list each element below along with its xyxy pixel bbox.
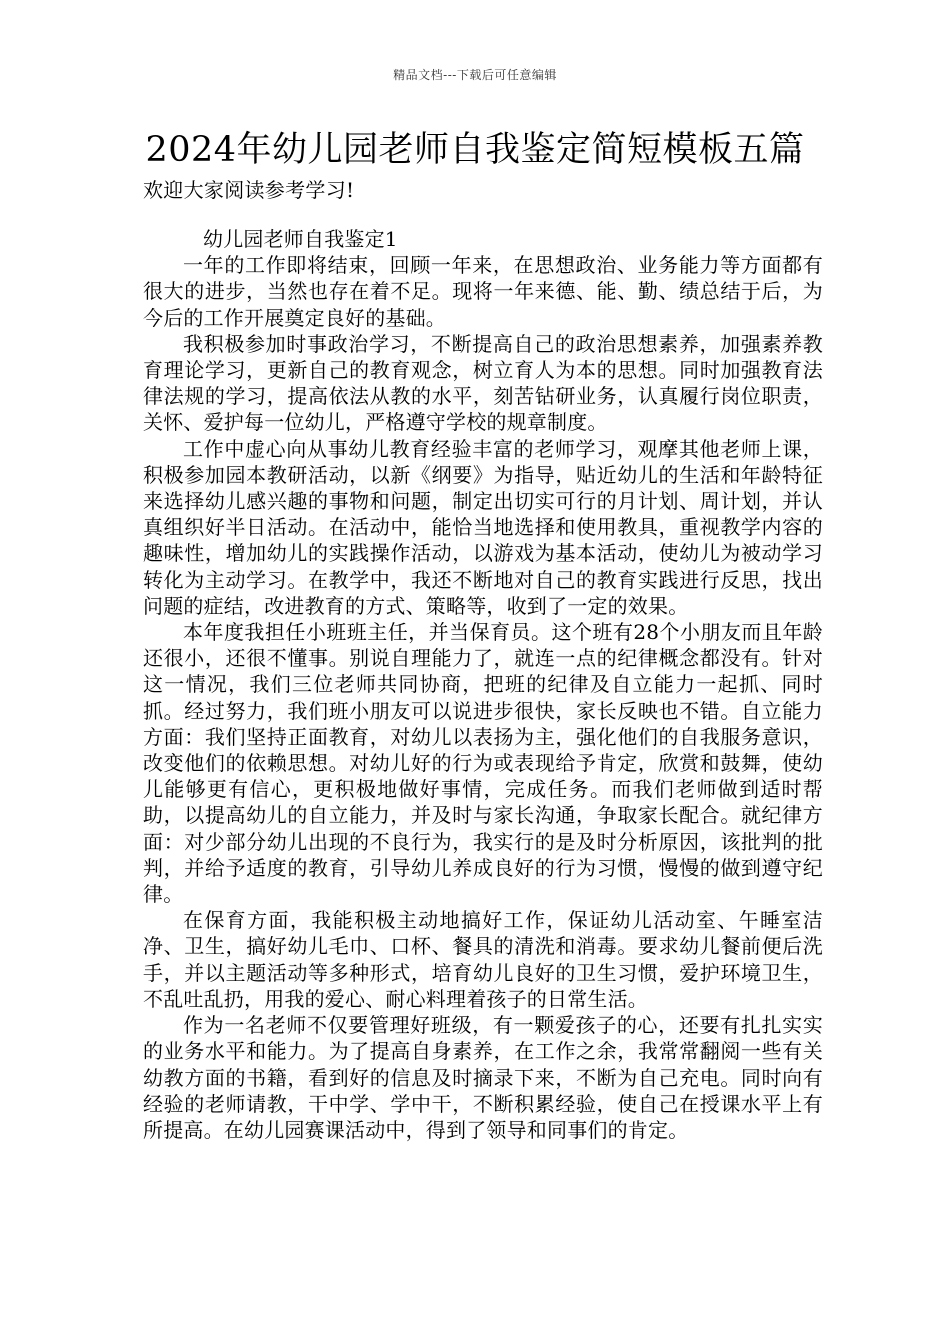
intro-text: 欢迎大家阅读参考学习! xyxy=(143,178,355,202)
page-title: 2024年幼儿园老师自我鉴定简短模板五篇 xyxy=(145,130,805,170)
body-paragraph: 我积极参加时事政治学习，不断提高自己的政治思想素养，加强素养教育理论学习，更新自己的教育观念，树立育人为本的思想。同时加强教育法律法规的学习，提高依法从教的水平，刻苦钻研业务，认真履行岗位职责，关怀、爱护每一位幼儿，严格遵守学校的规章制度。 xyxy=(143,331,823,435)
document-body xyxy=(143,226,823,1143)
body-paragraph: 本年度我担任小班班主任，并当保育员。这个班有28个小朋友而且年龄还很小，还很不懂事。别说自理能力了，就连一点的纪律概念都没有。针对这一情况，我们三位老师共同协商，把班的纪律及自立能力一起抓、同时抓。经过努力，我们班小朋友可以说进步很快，家长反映也不错。自立能力方面：我们坚持正面教育，对幼儿以表扬为主，强化他们的自我服务意识，改变他们的依赖思想。对幼儿好的行为或表现给予肯定，欣赏和鼓舞，使幼儿能够更有信心，更积极地做好事情，完成任务。而我们老师做到适时帮助，以提高幼儿的自立能力，并及时与家长沟通，争取家长配合。就纪律方面：对少部分幼儿出现的不良行为，我实行的是及时分析原因，该批判的批判，并给予适度的教育，引导幼儿养成良好的行为习惯，慢慢的做到遵守纪律。 xyxy=(143,620,823,907)
body-paragraph: 工作中虚心向从事幼儿教育经验丰富的老师学习，观摩其他老师上课，积极参加园本教研活动，以新《纲要》为指导，贴近幼儿的生活和年龄特征来选择幼儿感兴趣的事物和问题，制定出切实可行的月计划、周计划，并认真组织好半日活动。在活动中，能恰当地选择和使用教具，重视教学内容的趣味性，增加幼儿的实践操作活动，以游戏为基本活动，使幼儿为被动学习转化为主动学习。在教学中，我还不断地对自己的教育实践进行反思，找出问题的症结，改进教育的方式、策略等，收到了一定的效果。 xyxy=(143,436,823,618)
body-paragraph: 在保育方面，我能积极主动地搞好工作，保证幼儿活动室、午睡室洁净、卫生，搞好幼儿毛巾、口杯、餐具的清洗和消毒。要求幼儿餐前便后洗手，并以主题活动等多种形式，培育幼儿良好的卫生习惯，爱护环境卫生，不乱吐乱扔，用我的爱心、耐心料理着孩子的日常生活。 xyxy=(143,908,823,1011)
body-paragraph: 作为一名老师不仅要管理好班级，有一颗爱孩子的心，还要有扎扎实实的业务水平和能力。为了提高自身素养，在工作之余，我常常翻阅一些有关幼教方面的书籍，看到好的信息及时摘录下来，不断为自己充电。同时向有经验的老师请教，干中学、学中干，不断积累经验，使自己在授课水平上有所提高。在幼儿园赛课活动中，得到了领导和同事们的肯定。 xyxy=(143,1013,823,1142)
header-note: 精品文档---下载后可任意编辑 xyxy=(393,68,557,82)
body-paragraph: 一年的工作即将结束，回顾一年来，在思想政治、业务能力等方面都有很大的进步，当然也存在着不足。现将一年来德、能、勤、绩总结于后，为今后的工作开展奠定良好的基础。 xyxy=(143,253,823,330)
section-heading: 幼儿园老师自我鉴定1 xyxy=(203,227,398,251)
